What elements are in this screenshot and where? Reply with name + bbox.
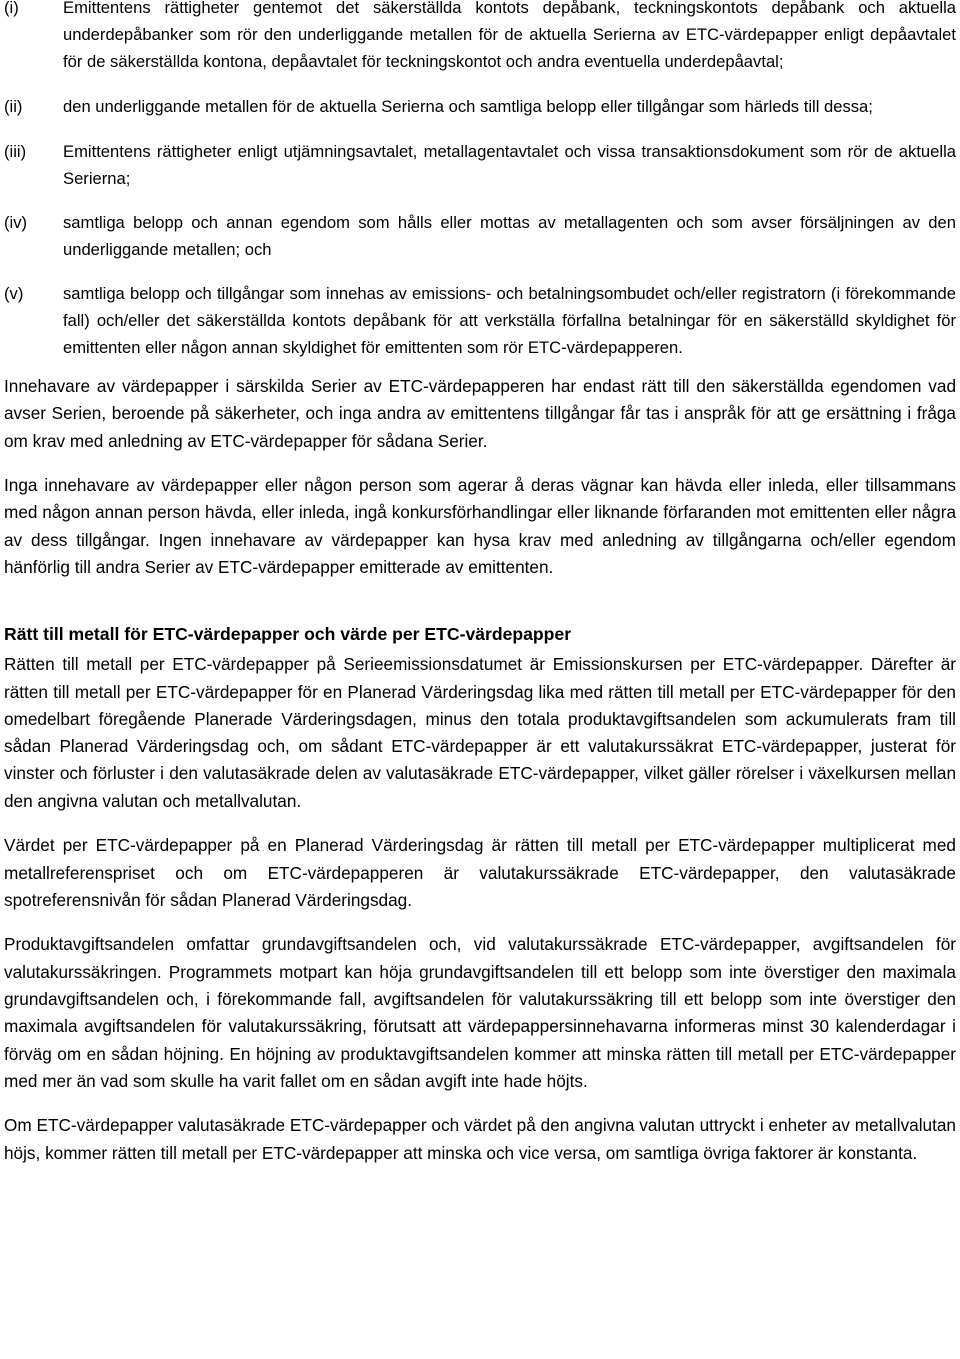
list-item-v <box>0 280 960 361</box>
list-marker: (ii) <box>4 97 23 116</box>
paragraph-inga-innehavare: Inga innehavare av värdepapper eller någon person som agerar å deras vägnar kan hävda eller inleda, eller tillsammans med någon annan person hävda, eller inleda, ingå konkursförhandlingar eller liknande förfaranden mot emittenten eller några av dess tillgångar. Ingen innehavare av värdepapper kan hysa krav med anledning av tillgångarna och/eller egendom hänförlig till andra Serier av ETC-värdepapper emitterade av emittenten. <box>4 475 956 577</box>
paragraph-om-etc-vardepapper: Om ETC-värdepapper valutasäkrade ETC-värdepapper och värdet på den angivna valutan uttryckt i enheter av metallvalutan höjs, kommer rätten till metall per ETC-värdepapper att minska och vice versa, om samtliga övriga faktorer är konstanta. <box>4 1115 956 1163</box>
list-item-text: samtliga belopp och tillgångar som innehas av emissions- och betalningsombudet och/eller registratorn (i förekommande fall) och/eller det säkerställda kontots depåbank för att verkställa förfallna betalningar för en säkerställd skyldighet för emittenten eller någon annan skyldighet för emittenten som rör ETC-värdepapperen. <box>63 284 956 357</box>
list-item-text: den underliggande metallen för de aktuella Serierna och samtliga belopp eller tillgångar som härleds till dessa; <box>63 97 873 116</box>
paragraph-ratten-till-metall: Rätten till metall per ETC-värdepapper på Serieemissionsdatumet är Emissionskursen per ETC-värdepapper. Därefter är rätten till metall per ETC-värdepapper för en Planerad Värderingsdag lika med rätten till metall per ETC-värdepapper för den omedelbart föregående Planerade Värderingsdagen, minus den totala produktavgiftsandelen som ackumulerats fram till sådan Planerad Värderingsdag och, om sådant ETC-värdepapper är ett valutakurssäkrat ETC-värdepapper, justerat för vinster och förluster i den valutasäkrade delen av valutasäkrade ETC-värdepapper, vilket gäller rörelser i växelkursen mellan den angivna valutan och metallvalutan. <box>4 654 956 811</box>
list-marker: (v) <box>4 284 24 303</box>
list-item-text: Emittentens rättigheter gentemot det säkerställda kontots depåbank, teckningskontots depåbank och aktuella underdepåbanker som rör den underliggande metallen för de aktuella Serierna av ETC-värdepapper enligt depåavtalet för de säkerställda kontona, depåavtalet för teckningskontot och andra eventuella underdepåavtal; <box>63 0 956 71</box>
paragraph-produktavgiftsandelen: Produktavgiftsandelen omfattar grundavgiftsandelen och, vid valutakurssäkrade ETC-värdepapper, avgiftsandelen för valutakurssäkringen. Programmets motpart kan höja grundavgiftsandelen till ett belopp som inte överstiger den maximala grundavgiftsandelen och, i förekommande fall, avgiftsandelen för valutakurssäkring till ett belopp som inte överstiger den maximala avgiftsandelen för valutakurssäkring, förutsatt att värdepappersinnehavarna informeras minst 30 kalenderdagar i förväg om en sådan höjning. En höjning av produktavgiftsandelen kommer att minska rätten till metall per ETC-värdepapper med mer än vad som skulle ha varit fallet om en sådan avgift inte hade höjts. <box>4 934 956 1091</box>
list-item-iv <box>0 209 960 263</box>
list-marker: (iv) <box>4 213 28 232</box>
list-item-iii <box>0 138 960 192</box>
list-item-text: samtliga belopp och annan egendom som hålls eller mottas av metallagenten och som avser försäljningen av den underliggande metallen; och <box>63 213 956 259</box>
list-item-ii <box>0 93 960 120</box>
section-heading: Rätt till metall för ETC-värdepapper och värde per ETC-värdepapper <box>4 624 572 645</box>
list-marker: (iii) <box>4 142 27 161</box>
paragraph-innehavare: Innehavare av värdepapper i särskilda Serier av ETC-värdepapperen har endast rätt till den säkerställda egendomen vad avser Serien, beroende på säkerheter, och inga andra av emittentens tillgångar får tas i anspråk för att ge ersättning i fråga om krav med anledning av ETC-värdepapper för sådana Serier. <box>4 376 956 451</box>
paragraph-vardet-per-etc: Värdet per ETC-värdepapper på en Planerad Värderingsdag är rätten till metall per ETC-värdepapper multiplicerat med metallreferenspriset och om ETC-värdepapperen är valutakurssäkrade ETC-värdepapper, den valutasäkrade spotreferensnivån för sådan Planerad Värderingsdag. <box>4 835 956 910</box>
list-marker: (i) <box>4 0 19 17</box>
list-item-i <box>0 0 960 75</box>
list-item-text: Emittentens rättigheter enligt utjämningsavtalet, metallagentavtalet och vissa transaktionsdokument som rör de aktuella Serierna; <box>63 142 956 188</box>
